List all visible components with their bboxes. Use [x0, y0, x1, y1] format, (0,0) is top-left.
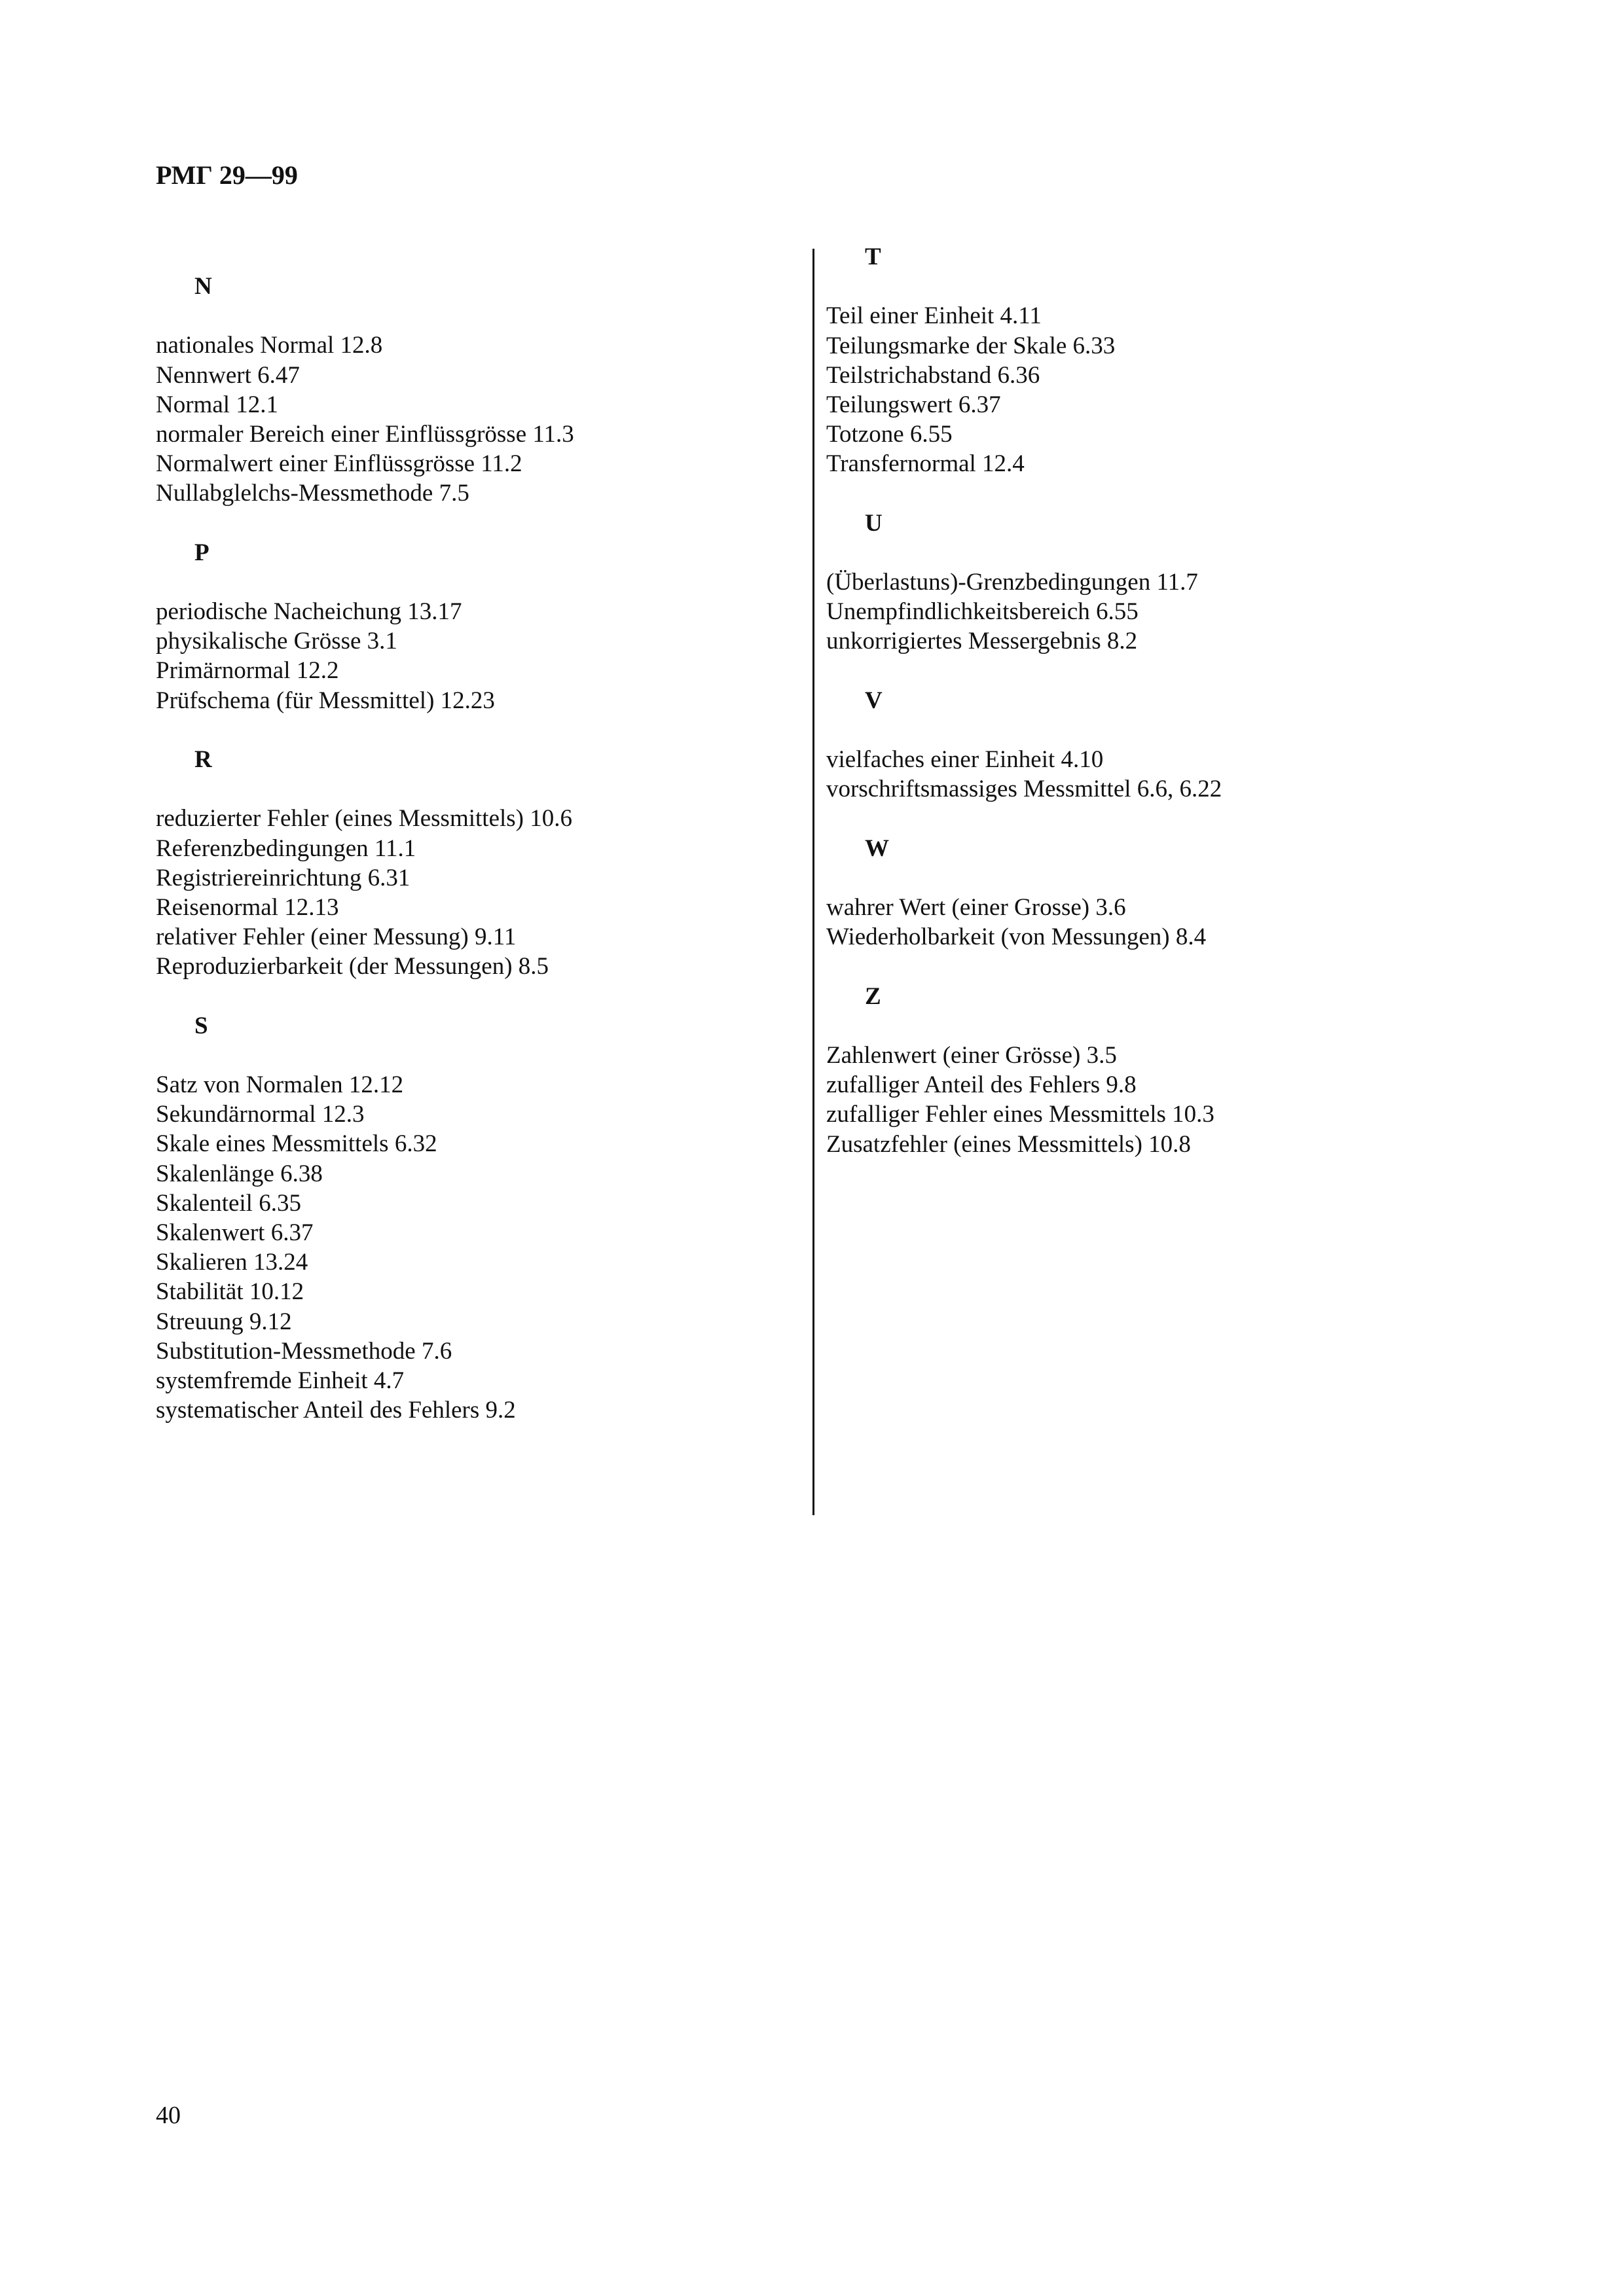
index-section-w [826, 834, 1481, 952]
index-column-left [156, 272, 811, 1455]
index-section-r [156, 745, 811, 982]
index-entry: Wiederholbarkeit (von Messungen) 8.4 [826, 924, 1207, 951]
index-entry: Normal 12.1 [156, 391, 279, 418]
index-entry: Primärnormal 12.2 [156, 657, 339, 685]
index-entry: Stabilität 10.12 [156, 1278, 304, 1306]
index-entry: Teilungsmarke der Skale 6.33 [826, 332, 1116, 359]
index-entry: Skalenwert 6.37 [156, 1219, 314, 1246]
index-entry: Streuung 9.12 [156, 1308, 292, 1335]
index-entry: Teil einer Einheit 4.11 [826, 302, 1042, 330]
index-section-u [826, 509, 1481, 656]
index-entry: wahrer Wert (einer Grosse) 3.6 [826, 894, 1126, 922]
index-entry: Teilstrichabstand 6.36 [826, 361, 1040, 389]
page-number: 40 [156, 2102, 181, 2129]
section-letter: N [194, 273, 212, 300]
index-entry: physikalische Grösse 3.1 [156, 628, 397, 655]
index-entry: Skalenteil 6.35 [156, 1189, 301, 1217]
section-letter: Z [865, 982, 881, 1010]
index-entry: Skalenlänge 6.38 [156, 1160, 323, 1187]
index-entry: Totzone 6.55 [826, 421, 953, 448]
index-entry: Zusatzfehler (eines Messmittels) 10.8 [826, 1130, 1191, 1158]
index-entry: Unempfindlichkeitsbereich 6.55 [826, 598, 1139, 626]
index-entry: Zahlenwert (einer Grösse) 3.5 [826, 1042, 1117, 1069]
index-section-p [156, 538, 811, 715]
index-entry: Nullabglelchs-Messmethode 7.5 [156, 480, 469, 507]
index-entry: Substitution-Messmethode 7.6 [156, 1337, 452, 1365]
index-entry: (Überlastuns)-Grenzbedingungen 11.7 [826, 569, 1198, 596]
index-entry: Prüfschema (für Messmittel) 12.23 [156, 687, 495, 714]
section-letter: T [865, 243, 881, 270]
index-entry: Skale eines Messmittels 6.32 [156, 1130, 437, 1158]
index-entry: Reproduzierbarkeit (der Messungen) 8.5 [156, 953, 549, 980]
index-entry: reduzierter Fehler (eines Messmittels) 10.6 [156, 805, 572, 833]
index-section-s [156, 1011, 811, 1426]
index-entry: unkorrigiertes Messergebnis 8.2 [826, 628, 1138, 655]
index-entry: Nennwert 6.47 [156, 361, 300, 389]
column-divider [812, 249, 814, 1515]
index-entry: zufalliger Fehler eines Messmittels 10.3 [826, 1101, 1214, 1128]
index-column-right [826, 242, 1481, 1189]
section-letter: R [194, 746, 212, 773]
index-entry: Referenzbedingungen 11.1 [156, 834, 416, 862]
index-entry: vorschriftsmassiges Messmittel 6.6, 6.22 [826, 776, 1222, 803]
index-entry: systematischer Anteil des Fehlers 9.2 [156, 1397, 516, 1424]
document-code: РМГ 29—99 [156, 160, 298, 190]
index-section-n [156, 272, 811, 509]
index-entry: Registriereinrichtung 6.31 [156, 864, 410, 891]
index-entry: vielfaches einer Einheit 4.10 [826, 746, 1104, 774]
index-entry: Normalwert einer Einflüssgrösse 11.2 [156, 450, 522, 478]
section-letter: S [194, 1012, 208, 1039]
index-entry: Teilungswert 6.37 [826, 391, 1001, 418]
index-entry: nationales Normal 12.8 [156, 332, 383, 359]
index-entry: Reisenormal 12.13 [156, 893, 339, 921]
section-letter: U [865, 509, 883, 537]
index-section-z [826, 982, 1481, 1159]
index-entry: Sekundärnormal 12.3 [156, 1101, 365, 1128]
index-entry: periodische Nacheichung 13.17 [156, 598, 462, 626]
index-section-v [826, 686, 1481, 804]
index-entry: systemfremde Einheit 4.7 [156, 1367, 405, 1394]
section-letter: W [865, 834, 889, 862]
index-entry: zufalliger Anteil des Fehlers 9.8 [826, 1071, 1137, 1099]
index-entry: Transfernormal 12.4 [826, 450, 1025, 478]
index-entry: relativer Fehler (einer Messung) 9.11 [156, 924, 517, 951]
index-entry: normaler Bereich einer Einflüssgrösse 11.3 [156, 420, 574, 448]
index-entry: Satz von Normalen 12.12 [156, 1071, 404, 1099]
section-letter: P [194, 539, 210, 566]
section-letter: V [865, 687, 883, 714]
index-section-t [826, 242, 1481, 479]
index-entry: Skalieren 13.24 [156, 1249, 308, 1276]
